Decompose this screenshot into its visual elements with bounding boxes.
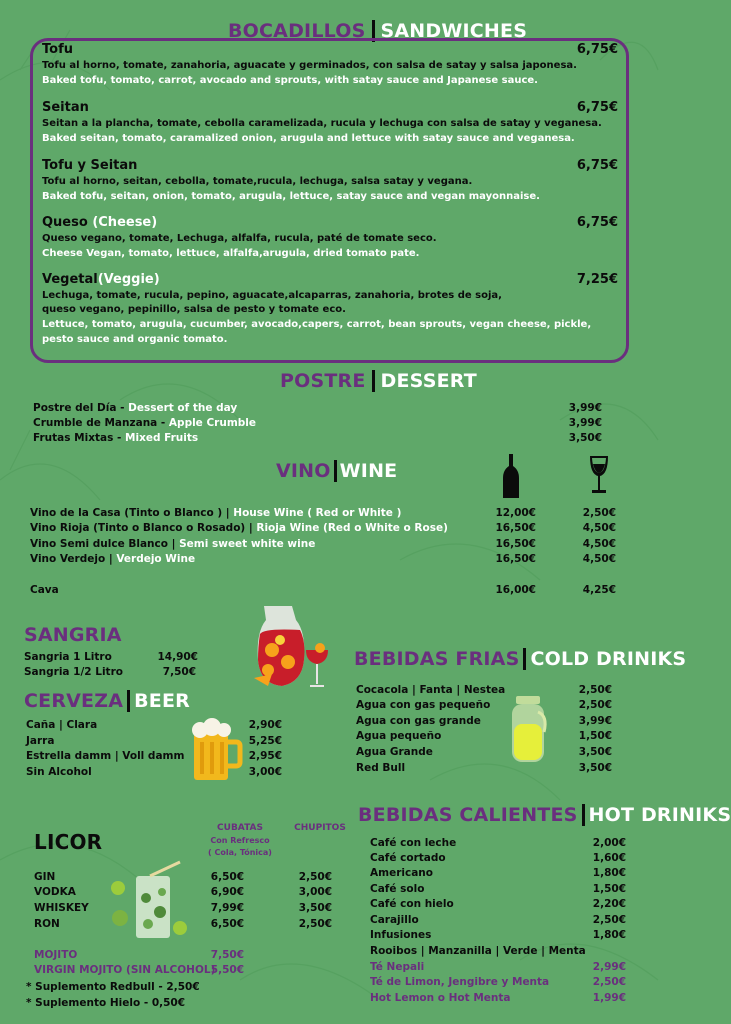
sandwich-name: Seitan [42,100,89,115]
dessert-name-es: Postre del Día - [33,402,129,414]
sandwich-desc-es: Seitan a la plancha, tomate, cebolla caramelizada, rucula y lechuga con salsa de satay y veganesa. [42,118,602,129]
dessert-header [280,370,477,392]
hot-name: Americano [370,867,433,879]
wine-name-es: Vino Semi dulce Blanco | [30,538,180,550]
sandwiches-title-es: BOCADILLOS [228,20,366,42]
wine-glass-icon [588,454,610,496]
wine-name-en: Verdejo Wine [116,553,196,565]
cold-name: Agua con gas grande [356,715,481,727]
hot-price: 2,20€ [592,898,626,910]
wine-header [276,460,397,482]
beer-title-es: CERVEZA [24,690,124,712]
sandwich-name-en: (Veggie) [97,272,160,287]
liquor-chupito-price: 2,50€ [298,918,332,930]
sandwich-item-vegetal [42,272,618,347]
beer-price: 5,25€ [248,735,282,747]
sandwich-desc-en: Baked tofu, seitan, onion, tomato, arugula, lettuce, satay sauce and vegan mayonnaise. [42,191,540,202]
sandwich-price: 6,75€ [576,215,618,230]
dessert-price: 3,99€ [568,402,602,414]
wine-row [30,507,401,519]
header-divider [372,370,375,392]
wine-bottle-price: 16,50€ [495,538,536,550]
virgin-mojito-price: 5,50€ [210,964,244,976]
sangria-name: Sangria 1/2 Litro [24,666,123,678]
liquor-cubata-price: 6,50€ [210,871,244,883]
dessert-title-es: POSTRE [280,370,366,392]
lemonade-jar-icon [508,694,550,766]
hot-price: 1,60€ [592,852,626,864]
dessert-row [33,417,256,429]
liquor-name: WHISKEY [34,902,89,914]
beer-header [24,690,190,712]
hot-name: Té Nepali [370,961,425,973]
liquor-cubata-price: 7,99€ [210,902,244,914]
mojito-name: MOJITO [34,949,78,961]
hot-name: Café solo [370,883,425,895]
cold-name: Cocacola | Fanta | Nestea [356,684,506,696]
liquor-header [34,830,102,854]
hot-price: 2,50€ [592,914,626,926]
beer-name: Estrella damm | Voll damm [26,750,185,762]
sandwich-price: 6,75€ [576,158,618,173]
header-divider [334,460,337,482]
sandwich-name: Tofu [42,42,73,57]
liquor-name: GIN [34,871,56,883]
sandwich-name: Vegetal [42,272,98,287]
sangria-price: 14,90€ [157,651,198,663]
sandwich-desc-es: Tofu al horno, tomate, zanahoria, aguacate y germinados, con salsa de satay y salsa japonesa. [42,60,577,71]
mojito-price: 7,50€ [210,949,244,961]
cold-price: 3,50€ [578,762,612,774]
sandwich-price: 6,75€ [576,100,618,115]
hot-price: 2,00€ [592,837,626,849]
hot-name: Infusiones [370,929,432,941]
cold-name: Red Bull [356,762,406,774]
liquor-name: VODKA [34,886,76,898]
cava-bottle-price: 16,00€ [495,584,536,596]
beer-price: 2,90€ [248,719,282,731]
sangria-name: Sangria 1 Litro [24,651,112,663]
sandwich-desc-en: Lettuce, tomato, arugula, cucumber, avocado,capers, carrot, bean sprouts, vegan cheese, pickle, pesto sauce and organic tomato. [42,319,592,345]
dessert-row [33,432,198,444]
cold-price: 2,50€ [578,684,612,696]
wine-glass-price: 4,50€ [582,538,616,550]
cold-name: Agua con gas pequeño [356,699,491,711]
cold-header [354,648,686,670]
hot-name: Café con leche [370,837,457,849]
wine-title-en: WINE [339,460,398,482]
hot-name: Hot Lemon o Hot Menta [370,992,511,1004]
sandwich-price: 6,75€ [576,42,618,57]
sandwich-item-seitan [42,100,618,146]
beer-title-en: BEER [134,690,190,712]
wine-glass-price: 2,50€ [582,507,616,519]
sandwich-name: Tofu y Seitan [42,158,138,173]
liquor-chupito-price: 3,00€ [298,886,332,898]
header-divider [582,804,585,826]
dessert-name-en: Apple Crumble [168,417,256,429]
dessert-name-es: Crumble de Manzana - [33,417,169,429]
dessert-name-en: Dessert of the day [128,402,238,414]
sandwiches-title-en: SANDWICHES [380,20,528,42]
cold-price: 2,50€ [578,699,612,711]
hot-name: Té de Limon, Jengibre y Menta [370,976,550,988]
cold-title-en: COLD DRINIKS [530,648,687,670]
sandwich-desc-es: Tofu al horno, seitan, cebolla, tomate,rucula, lechuga, salsa satay y vegana. [42,176,473,187]
header-divider [523,648,526,670]
hot-name: Café con hielo [370,898,454,910]
dessert-row [33,402,237,414]
beer-name: Jarra [26,735,55,747]
cold-name: Agua Grande [356,746,433,758]
hot-title-es: BEBIDAS CALIENTES [358,804,578,826]
wine-title-es: VINO [276,460,331,482]
sangria-pitcher-icon [250,600,332,692]
liquor-col-cubatas-sub1: Con Refresco [210,836,270,845]
liquor-cubata-price: 6,90€ [210,886,244,898]
wine-name-es: Vino Rioja (Tinto o Blanco o Rosado) | [30,522,257,534]
wine-name-es: Vino de la Casa (Tinto o Blanco ) | [30,507,234,519]
wine-row [30,538,315,550]
wine-bottle-icon [502,454,520,498]
wine-bottle-price: 16,50€ [495,553,536,565]
wine-bottle-price: 12,00€ [495,507,536,519]
sangria-header [24,624,122,646]
dessert-name-en: Mixed Fruits [125,432,199,444]
hot-price: 1,80€ [592,929,626,941]
liquor-col-cubatas-sub2: ( Cola, Tónica) [208,848,272,857]
sandwich-desc-en: Baked seitan, tomato, caramalized onion, arugula and lettuce with satay sauce and veganesa. [42,133,575,144]
hot-price: 2,50€ [592,976,626,988]
beer-price: 2,95€ [248,750,282,762]
sandwich-item-tofu [42,42,618,88]
hot-price: 1,80€ [592,867,626,879]
wine-row [30,553,195,565]
beer-mug-icon [190,718,242,782]
wine-name-en: House Wine ( Red or White ) [233,507,402,519]
cold-title-es: BEBIDAS FRIAS [354,648,520,670]
wine-bottle-price: 16,50€ [495,522,536,534]
dessert-name-es: Frutas Mixtas - [33,432,126,444]
cold-name: Agua pequeño [356,730,442,742]
beer-price: 3,00€ [248,766,282,778]
sandwich-desc-es: Queso vegano, tomate, Lechuga, alfalfa, rucula, paté de tomate seco. [42,233,437,244]
wine-glass-price: 4,50€ [582,553,616,565]
beer-name: Sin Alcohol [26,766,92,778]
hot-name: Rooibos | Manzanilla | Verde | Menta [370,945,586,957]
hot-price: 2,99€ [592,961,626,973]
wine-row [30,522,448,534]
sandwich-name: Queso [42,215,93,230]
liquor-cubata-price: 6,50€ [210,918,244,930]
hot-price: 1,50€ [592,883,626,895]
hot-title-en: HOT DRINIKS [588,804,731,826]
virgin-mojito-name: VIRGIN MOJITO (SIN ALCOHOL) [34,964,216,976]
supplement-ice: * Suplemento Hielo - 0,50€ [26,997,186,1009]
cava-glass-price: 4,25€ [582,584,616,596]
sandwich-item-queso [42,215,618,261]
hot-header [358,804,731,826]
sandwich-item-tofu-seitan [42,158,618,204]
liquor-col-cubatas: CUBATAS [217,823,263,833]
wine-name-en: Rioja Wine (Red o White o Rose) [256,522,448,534]
sandwich-desc-es: Lechuga, tomate, rucula, pepino, aguacate,alcaparras, zanahoria, brotes de soja, queso vegano, pepinillo, salsa de pesto y tomate eco. [42,290,502,315]
hot-name: Café cortado [370,852,446,864]
wine-name-es: Vino Verdejo | [30,553,117,565]
sandwich-desc-en: Cheese Vegan, tomato, lettuce, alfalfa,arugula, dried tomato pate. [42,248,420,259]
liquor-col-chupitos: CHUPITOS [294,823,346,833]
header-divider [127,690,130,712]
sangria-title: SANGRIA [24,624,122,646]
cold-price: 3,50€ [578,746,612,758]
sandwich-price: 7,25€ [576,272,618,287]
beer-name: Caña | Clara [26,719,98,731]
liquor-name: RON [34,918,60,930]
dessert-price: 3,50€ [568,432,602,444]
supplement-redbull: * Suplemento Redbull - 2,50€ [26,981,200,993]
liquor-title: LICOR [34,830,103,854]
dessert-price: 3,99€ [568,417,602,429]
hot-name: Carajillo [370,914,419,926]
sangria-price: 7,50€ [162,666,196,678]
mojito-glass-icon [106,858,192,942]
sandwich-desc-en: Baked tofu, tomato, carrot, avocado and sprouts, with satay sauce and Japanese sauce. [42,75,538,86]
sandwich-name-en: (Cheese) [92,215,158,230]
dessert-title-en: DESSERT [380,370,477,392]
wine-name-en: Semi sweet white wine [179,538,316,550]
hot-price: 1,99€ [592,992,626,1004]
wine-glass-price: 4,50€ [582,522,616,534]
liquor-chupito-price: 2,50€ [298,871,332,883]
liquor-chupito-price: 3,50€ [298,902,332,914]
cava-name: Cava [30,584,59,596]
cold-price: 1,50€ [578,730,612,742]
cold-price: 3,99€ [578,715,612,727]
